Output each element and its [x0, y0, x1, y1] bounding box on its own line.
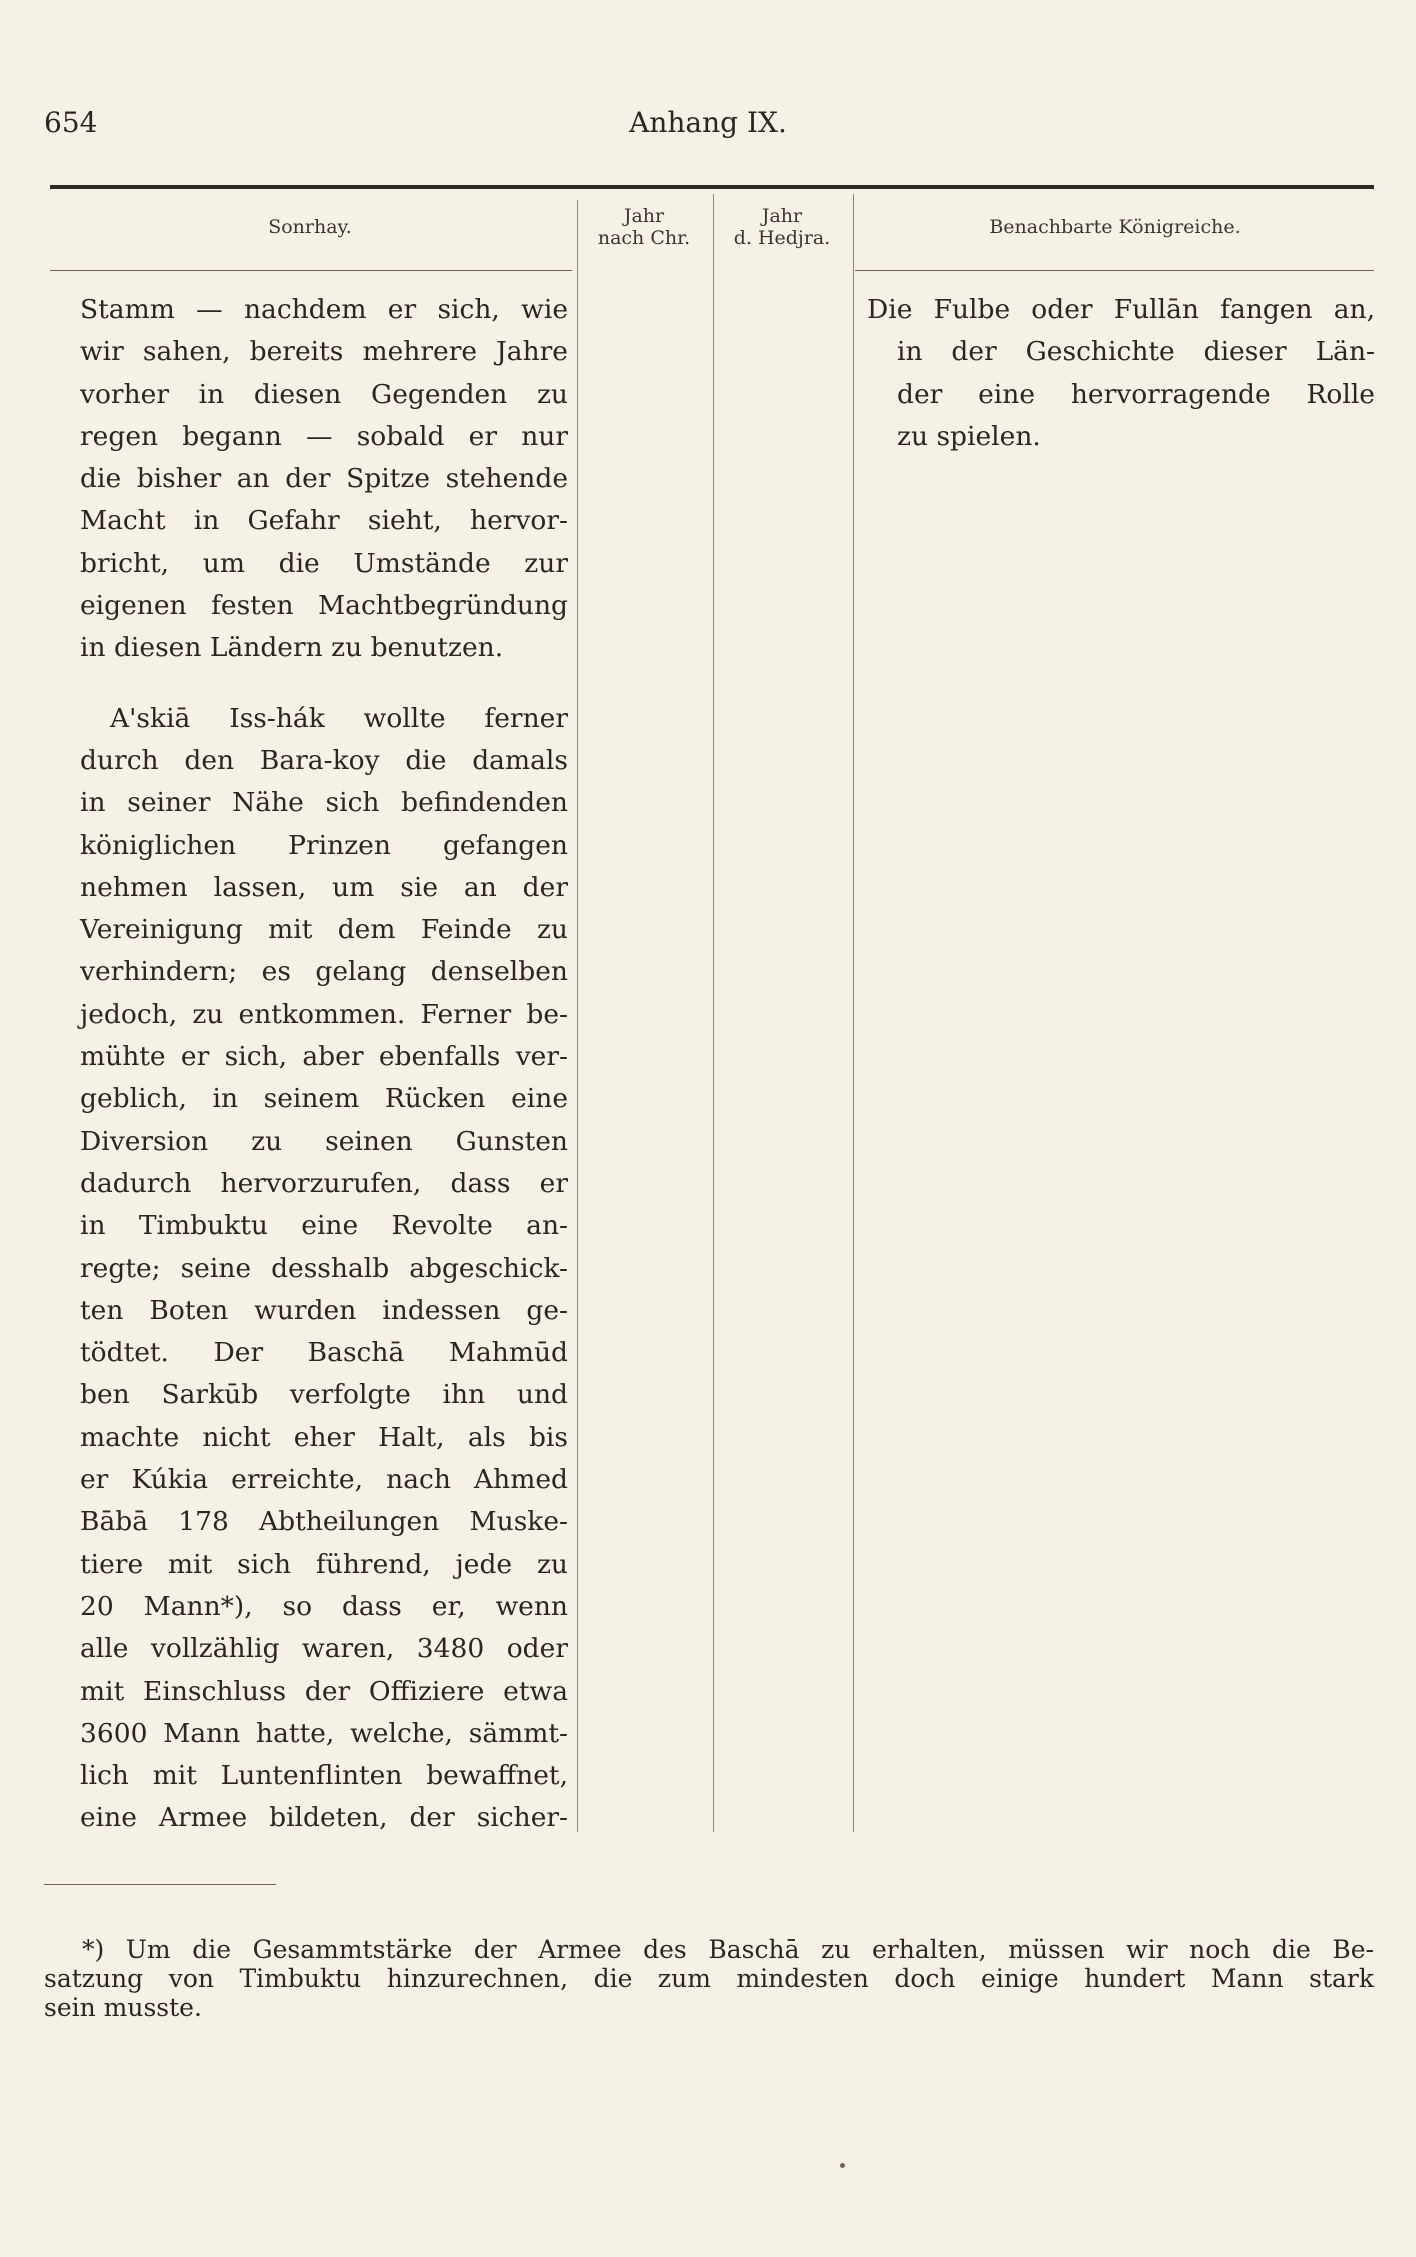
column-header-year-hedjra: [712, 205, 852, 249]
paragraph-1-line: wir sahen, bereits mehrere Jahre: [80, 336, 568, 368]
paragraph-2-line: ten Boten wurden indessen ge-: [80, 1294, 568, 1326]
paragraph-2-line: in Timbuktu eine Revolte an-: [80, 1210, 568, 1242]
header-underline-right: [855, 270, 1374, 271]
paragraph-1-line: vorher in diesen Gegenden zu: [80, 378, 568, 410]
paragraph-gap: [80, 670, 568, 698]
paragraph-1: [80, 289, 568, 670]
footnote-rule: [44, 1884, 276, 1885]
paragraph-2-line: geblich, in seinem Rücken eine: [80, 1083, 568, 1115]
paragraph-2-line: er Kúkia erreichte, nach Ahmed: [80, 1464, 568, 1496]
column-header-year-christ-line2: nach Chr.: [597, 227, 691, 249]
footnote-line: *) Um die Gesammtstärke der Armee des Baschā zu erhalten, müssen wir noch die Be-: [82, 1935, 1374, 1964]
paragraph-2-line: nehmen lassen, um sie an der: [80, 871, 568, 903]
paragraph-2-line: durch den Bara-koy die damals: [80, 744, 568, 776]
right-column-line: Die Fulbe oder Fullān fangen an,: [867, 294, 1375, 325]
column-divider-2: [713, 194, 714, 1832]
running-title: Anhang IX.: [629, 106, 787, 139]
print-speck: [840, 2163, 845, 2168]
top-rule: [50, 185, 1374, 189]
paragraph-1-line: eigenen festen Machtbegründung: [80, 590, 568, 622]
footnote: [44, 1935, 1374, 2022]
paragraph-2-line: mit Einschluss der Offiziere etwa: [80, 1675, 568, 1707]
paragraph-2-line: alle vollzählig waren, 3480 oder: [80, 1633, 568, 1665]
paragraph-2-line: eine Armee bildeten, der sicher-: [80, 1802, 568, 1834]
paragraph-1-line: in diesen Ländern zu benutzen.: [80, 632, 504, 664]
paragraph-1-line: regen begann — sobald er nur: [80, 420, 568, 452]
paragraph-1-line: Stamm — nachdem er sich, wie: [80, 294, 568, 325]
header-underline-left: [50, 270, 572, 271]
paragraph-2-line: Bābā 178 Abtheilungen Muske-: [80, 1506, 568, 1538]
paragraph-1-line: bricht, um die Umstände zur: [80, 547, 568, 579]
paragraph-2-line: Vereinigung mit dem Feinde zu: [80, 914, 568, 946]
paragraph-2-line: verhindern; es gelang denselben: [80, 956, 568, 988]
paragraph-2-line: ben Sarkūb verfolgte ihn und: [80, 1379, 568, 1411]
paragraph-2-line: regte; seine desshalb abgeschick-: [80, 1252, 568, 1284]
paragraph-2-line: tödtet. Der Baschā Mahmūd: [80, 1337, 568, 1369]
paragraph-2-line: Diversion zu seinen Gunsten: [80, 1125, 568, 1157]
paragraph-2-line: tiere mit sich führend, jede zu: [80, 1548, 568, 1580]
paragraph-2-line: in seiner Nähe sich befindenden: [80, 787, 568, 819]
page-number: 654: [44, 106, 98, 139]
paragraph-2-line: lich mit Luntenflinten bewaffnet,: [80, 1760, 568, 1792]
column-header-year-hedjra-line1: Jahr: [761, 205, 803, 227]
paragraph-2-line: königlichen Prinzen gefangen: [80, 829, 568, 861]
paragraph-2-line: 3600 Mann hatte, welche, sämmt-: [80, 1717, 568, 1749]
footnote-line: satzung von Timbuktu hinzurechnen, die zum mindesten doch einige hundert Mann stark: [44, 1964, 1374, 1993]
column-divider-3: [853, 194, 854, 1832]
right-column-line: in der Geschichte dieser Län-: [897, 336, 1375, 368]
paragraph-2-line: A'skiā Iss-hák wollte ferner: [110, 702, 568, 734]
paragraph-2: [80, 698, 568, 1840]
left-column-text: [80, 289, 568, 1840]
right-column-line: zu spielen.: [897, 420, 1041, 452]
paragraph-2-line: mühte er sich, aber ebenfalls ver-: [80, 1041, 568, 1073]
column-header-year-christ-line1: Jahr: [623, 205, 665, 227]
paragraph-1-line: die bisher an der Spitze stehende: [80, 463, 568, 495]
column-header-neighbours: Benachbarte Königreiche.: [989, 216, 1241, 238]
footnote-line: sein musste.: [44, 1993, 202, 2022]
column-header-year-hedjra-line2: d. Hedjra.: [733, 227, 831, 249]
paragraph-2-line: 20 Mann*), so dass er, wenn: [80, 1590, 568, 1622]
column-header-year-christ: [578, 205, 710, 249]
paragraph-2-line: machte nicht eher Halt, als bis: [80, 1421, 568, 1453]
column-header-sonrhay: Sonrhay.: [268, 216, 352, 238]
paragraph-1-line: Macht in Gefahr sieht, hervor-: [80, 505, 568, 537]
right-column-line: der eine hervorragende Rolle: [897, 378, 1375, 410]
column-divider-1: [577, 200, 578, 1832]
right-column-text: [867, 289, 1375, 458]
paragraph-2-line: jedoch, zu entkommen. Ferner be-: [80, 998, 568, 1030]
paragraph-2-line: dadurch hervorzurufen, dass er: [80, 1167, 568, 1199]
